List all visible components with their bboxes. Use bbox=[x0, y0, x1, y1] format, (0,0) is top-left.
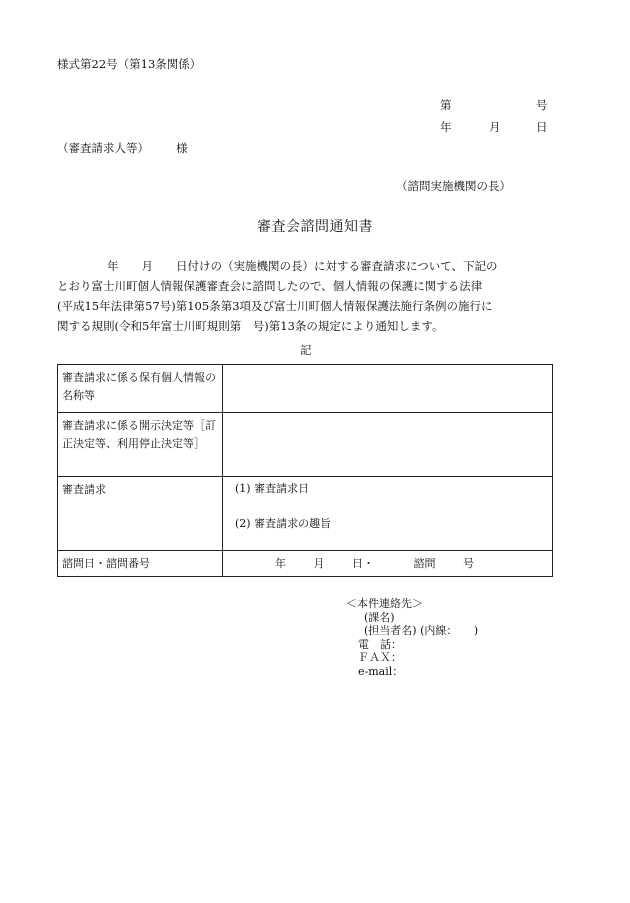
document-title: 審査会諮問通知書 bbox=[257, 219, 373, 235]
ki-label: 記 bbox=[300, 343, 312, 357]
addressee: （審査請求人等） bbox=[57, 141, 149, 155]
notice-table bbox=[57, 364, 553, 577]
row-label-review-request: 審査請求 bbox=[58, 477, 223, 551]
document-number-suffix: 号 bbox=[536, 98, 548, 112]
body-line-3: (平成15年法律第57号)第105条第3項及び富士川町個人情報保護法施行条例の施行に bbox=[57, 299, 493, 313]
table-row bbox=[58, 477, 553, 551]
body-line-1: 年 月 日付けの（実施機関の長）に対する審査請求について、下記の bbox=[107, 259, 498, 273]
date-month: 月 bbox=[489, 120, 501, 134]
document-number-label: 第 bbox=[440, 98, 452, 112]
inquiry-number-suffix: 号 bbox=[463, 557, 474, 570]
body-line-2: とおり富士川町個人情報保護審査会に諮問したので、個人情報の保護に関する法律 bbox=[57, 279, 483, 293]
sender: （諮問実施機関の長） bbox=[396, 179, 511, 193]
inquiry-month: 月 bbox=[313, 557, 325, 570]
contact-email: e-mail： bbox=[358, 664, 404, 678]
contact-person: (担当者名) (内線： ) bbox=[364, 624, 479, 637]
body-line-4: 関する規則(令和5年富士川町規則第 号)第13条の規定により通知します。 bbox=[57, 319, 444, 333]
form-number: 様式第22号（第13条関係） bbox=[57, 57, 202, 71]
inquiry-label: 諮問 bbox=[413, 557, 436, 570]
contact-block bbox=[346, 597, 478, 678]
row-value-review-request bbox=[223, 477, 553, 551]
row-label-record-name: 審査請求に係る保有個人情報の名称等 bbox=[58, 365, 223, 413]
contact-section: (課名) bbox=[364, 610, 395, 624]
date-year: 年 bbox=[440, 120, 452, 134]
date-day: 日 bbox=[536, 120, 548, 134]
contact-heading: ＜本件連絡先＞ bbox=[346, 597, 423, 610]
addressee-honorific: 様 bbox=[176, 141, 188, 155]
row-label-inquiry-date-number: 諮問日・諮問番号 bbox=[58, 551, 223, 577]
row-value-inquiry-date-number bbox=[223, 551, 553, 577]
body-paragraph bbox=[57, 256, 557, 336]
table-row bbox=[58, 551, 553, 577]
row-label-disclosure-decision: 審査請求に係る開示決定等［訂正決定等、利用停止決定等］ bbox=[58, 413, 223, 477]
review-request-date-item: (1) 審査請求日 bbox=[235, 482, 310, 495]
contact-phone: 電 話： bbox=[358, 637, 402, 651]
inquiry-day: 日・ bbox=[352, 557, 374, 570]
inquiry-year: 年 bbox=[275, 557, 286, 570]
table-row bbox=[58, 413, 553, 477]
row-value-record-name bbox=[223, 365, 553, 413]
table-row bbox=[58, 365, 553, 413]
review-request-purpose-item: (2) 審査請求の趣旨 bbox=[235, 517, 332, 530]
row-value-disclosure-decision bbox=[223, 413, 553, 477]
contact-fax: ＦＡＸ： bbox=[358, 651, 402, 664]
